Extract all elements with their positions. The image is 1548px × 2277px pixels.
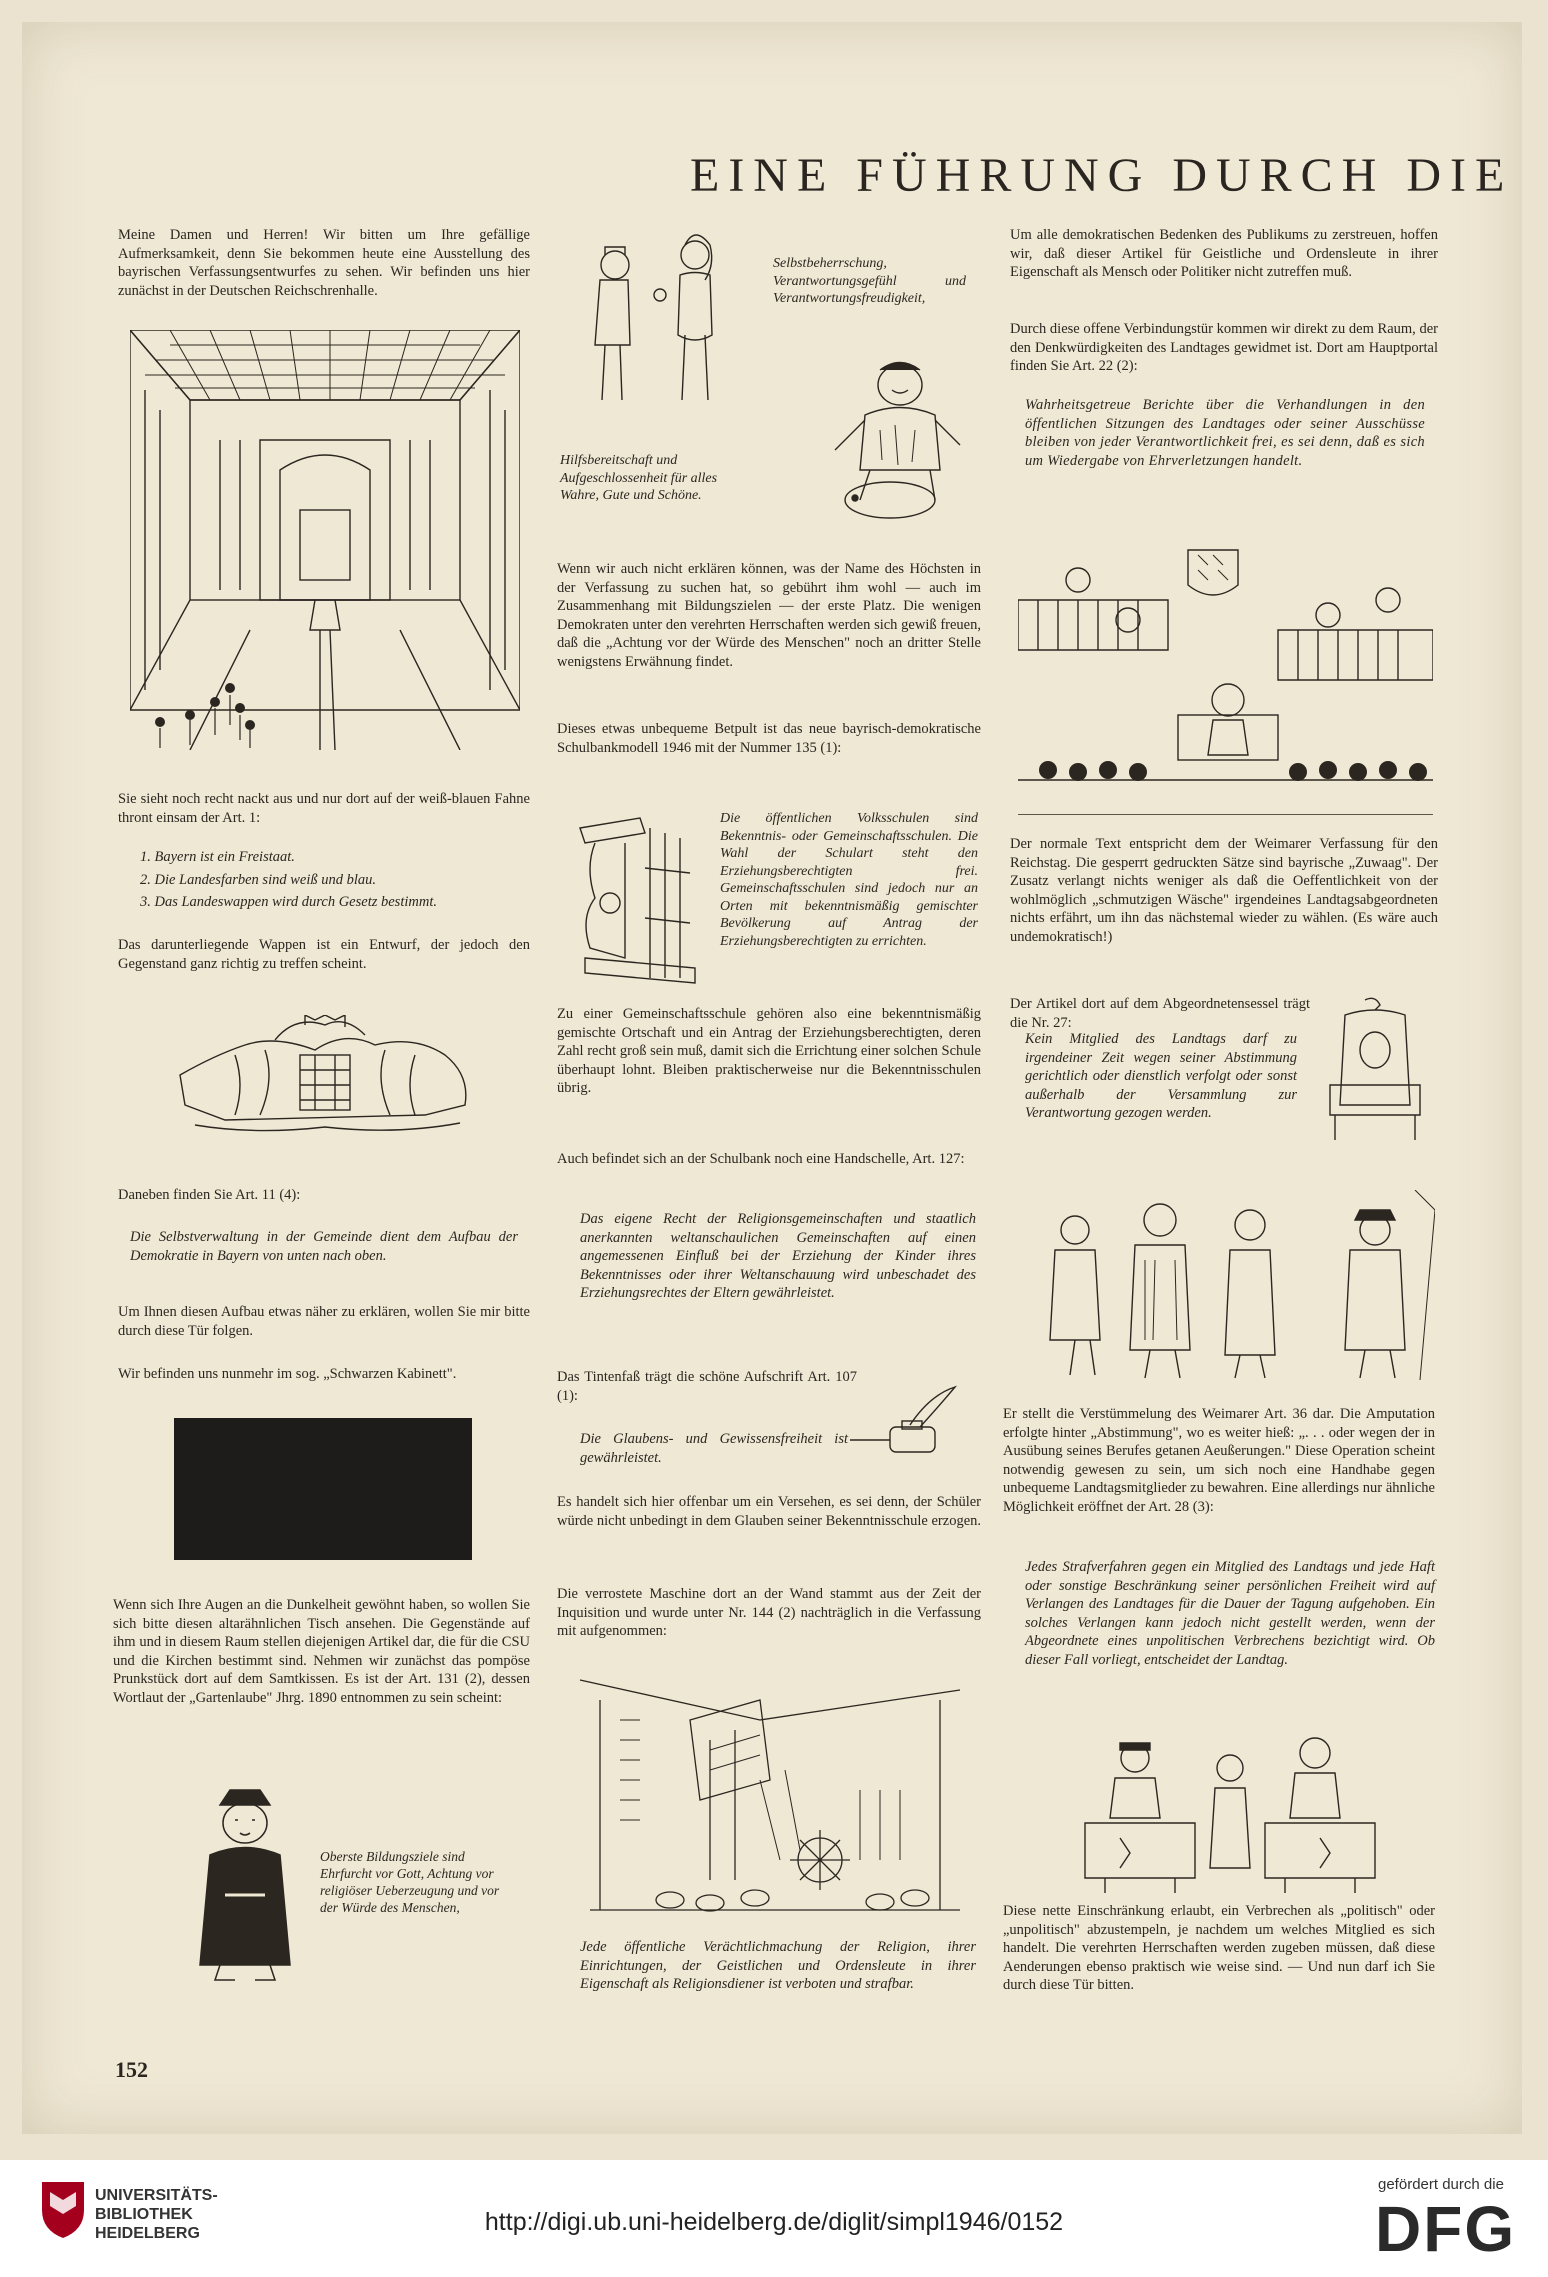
col2-p2: Dieses etwas unbequeme Betpult ist das neue bayrisch-demokratische Schulbankmodell 1946 mit der Nummer 135 (1): [557,721,981,756]
col2-p4: Auch befindet sich an der Schulbank noch eine Handschelle, Art. 127: [557,1151,965,1167]
col3-p5: Er stellt die Verstümmelung des Weimarer Art. 36 dar. Die Amputation erfolgte hinter „Abstimmung", wo es weiter hieß: „. . . oder wegen der in Ausübung seines Berufes getanen Aeußerungen." Diese Operation scheint notwendig gewesen zu sein, um sich noch eine Handhabe gegen unbequeme Landtagsmitglieder zu bewahren. Eine allerdings nur ähnliche Möglichkeit eröffnet der Art. 28 (3): [1003,1406,1435,1515]
quote-art-127: Das eigene Recht der Religionsgemeinschaften und staatlich anerkannten weltanschaulichen Gemeinschaften auf einen angemessenen Einfluß bei der Erziehung der Kinder ihres Bekenntnisses oder ihrer Weltanschauung wird unbeschadet des Erziehungsrechtes der Eltern gewährleistet. [580,1211,976,1301]
col1-intro: Meine Damen und Herren! Wir bitten um Ihre gefällige Aufmerksamkeit, denn Sie bekommen heute eine Ausstellung des bayrischen Verfassungsentwurfes zu sehen. Wir befinden uns hier zunächst in der Deutschen Reichschrenhalle. [118,227,530,299]
caption-hilfs: Hilfsbereitschaft und Aufgeschlossenheit für alles Wahre, Gute und Schöne. [560,453,718,503]
landtag-illustration [1018,540,1433,815]
col2-p5: Das Tintenfaß trägt die schöne Aufschrift Art. 107 (1): [557,1369,857,1404]
article-1-item: 1. Bayern ist ein Freistaat. [140,849,295,865]
col1-p3: Das darunterliegende Wappen ist ein Entwurf, der jedoch den Gegenstand ganz richtig zu treffen scheint. [118,937,530,972]
butcher-illustration [820,350,970,525]
coat-of-arms-illustration [175,1015,475,1140]
quote-art-107: Die Glaubens- und Gewissensfreiheit ist gewährleistet. [580,1431,848,1466]
col3-p6: Diese nette Einschränkung erlaubt, ein Verbrechen als „politisch" oder „unpolitisch" abzustempeln, je nachdem um welches Mitglied es sich handelt. Die verehrten Herrschaften werden zugeben müssen, daß diese Aenderungen ebenso praktisch wie weise sind. — Und nun darf ich Sie durch diese Tür bitten. [1003,1903,1435,1993]
col2-p3: Zu einer Gemeinschaftsschule gehören also eine bekenntnismäßig gemischte Ortschaft und ein Antrag der Erziehungsberechtigten, deren Zahl recht groß sein muß, damit sich die Errichtung einer solchen Schule überhaupt lohnt. Bleiben praktischerweise nur die Bekenntnisschulen übrig. [557,1006,981,1096]
chair-illustration [1320,995,1430,1145]
caption-priest: Oberste Bildungsziele sind Ehrfurcht vor Gott, Achtung vor religiöser Ueberzeugung und vor der Würde des Menschen, [320,1849,500,1915]
col1-p4: Daneben finden Sie Art. 11 (4): [118,1187,301,1203]
figures-illustration [560,225,760,405]
col1-p5: Um Ihnen diesen Aufbau etwas näher zu erklären, wollen Sie mir bitte durch diese Tür folgen. [118,1304,530,1339]
quote-art-11: Die Selbstverwaltung in der Gemeinde dient dem Aufbau der Demokratie in Bayern von unten nach oben. [130,1229,518,1264]
institution-line: BIBLIOTHEK [95,2206,193,2223]
page-number: 152 [115,2057,148,2082]
quote-art-28: Jedes Strafverfahren gegen ein Mitglied des Landtags und jede Haft oder sonstige Beschränkung seiner persönlichen Freiheit wird auf Verlangen des Landtages für die Dauer der Tagung aufgehoben. Ein solches Verlangen kann jedoch nicht gestellt werden, wenn der Abgeordnete eines unpolitischen Verbrechens bezichtigt wird. Ob dieser Fall vorliegt, entscheidet der Landtag. [1025,1559,1435,1668]
courtroom-illustration [1075,1728,1385,1898]
col3-p3: Der normale Text entspricht dem der Weimarer Verfassung für den Reichstag. Die gesperrt gedruckten Sätze sind bayrische „Zuwaag". Der Zusatz verlangt nichts weniger als daß die Oeffentlichkeit von der wohlmöglich „schmutzigen Wäsche" irgendeines Landtagsabgeordneten nichts erfährt, um ihn das nächstemal wieder zu wählen. (Es wäre auch undemokratisch!) [1010,836,1438,945]
institution-line: HEIDELBERG [95,2225,200,2242]
deputies-illustration [1035,1190,1435,1380]
quote-art-135: Die öffentlichen Volksschulen sind Bekenntnis- oder Gemeinschaftsschulen. Die Wahl der Schulart steht den Erziehungsberechtigten frei. Gemeinschaftsschulen sind jedoch nur an Orten mit bekenntnismäßig gemischter Bevölkerung auf Antrag der Erziehungsberechtigten zu errichten. [720,811,978,949]
article-1-item: 2. Die Landesfarben sind weiß und blau. [140,871,377,888]
col3-p4: Der Artikel dort auf dem Abgeordnetensessel trägt die Nr. 27: [1010,996,1310,1031]
quote-art-144: Jede öffentliche Verächtlichmachung der Religion, ihrer Einrichtungen, der Geistlichen und Ordensleute in ihrer Eigenschaft als Religionsdiener ist verboten und strafbar. [580,1939,976,1992]
col1-p6: Wir befinden uns nunmehr im sog. „Schwarzen Kabinett". [118,1366,457,1382]
funded-by-label: gefördert durch die [1378,2176,1504,2193]
inkwell-illustration [850,1385,960,1465]
col3-p2: Durch diese offene Verbindungstür kommen wir direkt zu dem Raum, der den Denkwürdigkeiten des Landtages gewidmet ist. Dort am Hauptportal finden Sie Art. 22 (2): [1010,321,1438,374]
source-url[interactable]: http://digi.ub.uni-heidelberg.de/diglit/simpl1946/0152 [484,2208,1064,2236]
article-1-list [140,848,520,916]
col1-p2: Sie sieht noch recht nackt aus und nur dort auf der weiß-blauen Fahne thront einsam der Art. 1: [118,791,530,826]
article-1-item: 3. Das Landeswappen wird durch Gesetz bestimmt. [140,894,437,910]
col3-p1: Um alle demokratischen Bedenken des Publikums zu zerstreuen, hoffen wir, daß dieser Artikel für Geistliche und Ordensleute in ihrer Eigenschaft als Mensch oder Politiker nicht zutreffen muß. [1010,227,1438,280]
page-headline: EINE FÜHRUNG DURCH DIE [690,149,1514,202]
inquisition-machine-illustration [560,1660,980,1940]
col2-p7: Die verrostete Maschine dort an der Wand stammt aus der Zeit der Inquisition und wurde unter Nr. 144 (2) nachträglich in die Verfassung mit aufgenommen: [557,1586,981,1639]
col2-p6: Es handelt sich hier offenbar um ein Versehen, es sei denn, der Schüler würde nicht unbedingt in dem Glauben seiner Bekenntnisschule erzogen. [557,1494,982,1529]
hall-illustration [130,330,520,750]
col1-p7: Wenn sich Ihre Augen an die Dunkelheit gewöhnt haben, so wollen Sie sich bitte diesen altarähnlichen Tisch ansehen. Die Gegenstände auf ihm und in diesem Raum stellen diejenigen Artikel dar, die für die CSU und die Kirchen bestimmt sind. Nehmen wir zunächst das pompöse Prunkstück dort auf dem Samtkissen. Es ist der Art. 131 (2), dessen Wortlaut der „Gartenlaube" Jhrg. 1890 entnommen zu sein scheint: [113,1597,530,1706]
priest-illustration [180,1785,310,1985]
quote-art-22: Wahrheitsgetreue Berichte über die Verhandlungen in den öffentlichen Sitzungen des Landtages oder seiner Ausschüsse bleiben von jeder Verantwortlichkeit frei, es sei denn, daß es sich um Wiedergabe von Ehrverletzungen handelt. [1025,397,1425,469]
institution-line: UNIVERSITÄTS- [95,2187,218,2204]
col2-p1: Wenn wir auch nicht erklären können, was der Name des Höchsten in der Verfassung zu suchen hat, so gebührt ihm wohl — auch im Zusammenhang mit Bildungszielen — der erste Platz. Die wenigen Demokraten unter den verehrten Herrschaften werden sich gewiß freuen, daß die „Achtung vor der Würde des Menschen" noch an dritter Stelle wenigstens Erwähnung findet. [557,561,981,670]
dfg-logo: DFG [1375,2193,1517,2265]
caption-selbst: Selbstbeherrschung, Verantwortungsgefühl und Verantwortungsfreudigkeit, [773,256,966,306]
quote-art-27: Kein Mitglied des Landtags darf zu irgendeiner Zeit wegen seiner Abstimmung gerichtlich oder dienstlich verfolgt oder sonst außerhalb der Versammlung zur Verantwortung gezogen werden. [1025,1031,1297,1121]
black-cabinet-image [174,1418,472,1560]
school-bench-illustration [565,808,705,988]
